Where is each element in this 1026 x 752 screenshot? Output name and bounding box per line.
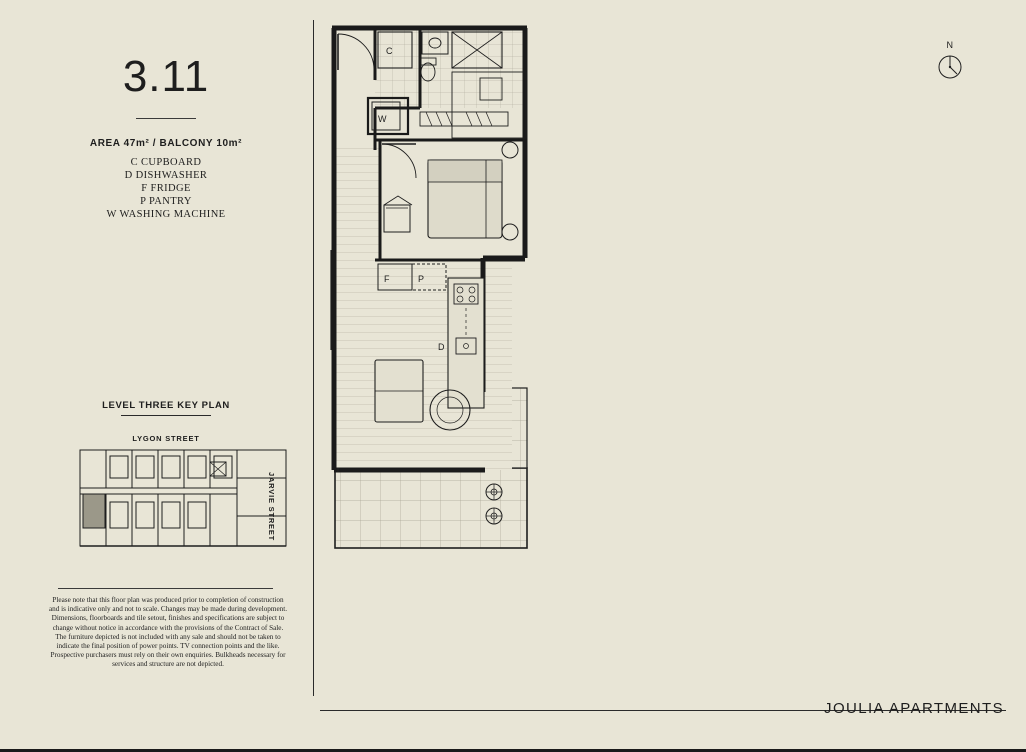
brand-name: JOULIA APARTMENTS bbox=[824, 700, 1004, 717]
title-divider bbox=[136, 118, 196, 119]
disclaimer-text: Please note that this floor plan was produced prior to completion of construction and is indicative only and not to scale. Changes may be made during development. Dimensions, floorboards and tile setout, finishes and specifications are subject to change without notice in accordance with the provisions of the Contract of Sale. The furniture depicted is not included with any sale and should not be taken to indicate the final position of power points. TV connection points and the like. Prospective purchasers must rely on their own enquiries. Bulkheads necessary for services and structure are not depicted. bbox=[48, 596, 288, 669]
dishwasher-label: D bbox=[438, 342, 445, 352]
list-item: C CUPBOARD bbox=[130, 157, 202, 168]
planter-icon bbox=[486, 508, 502, 524]
disclaimer-divider bbox=[58, 588, 273, 589]
legend-list bbox=[18, 156, 314, 221]
left-info-panel bbox=[18, 20, 314, 696]
washing-machine-label: W bbox=[378, 114, 387, 124]
keyplan-highlighted-unit bbox=[83, 494, 105, 528]
entry-door bbox=[338, 34, 374, 70]
area-summary: AREA 47m² / BALCONY 10m² bbox=[89, 138, 243, 149]
cupboard-label: C bbox=[386, 46, 393, 56]
planter-icon bbox=[486, 484, 502, 500]
list-item: F FRIDGE bbox=[141, 183, 191, 194]
fridge-label: F bbox=[384, 274, 390, 284]
page-title: 3.11 bbox=[122, 52, 210, 101]
level-three-key-plan bbox=[62, 426, 302, 574]
keyplan-title: LEVEL THREE KEY PLAN bbox=[102, 400, 230, 411]
list-item: P PANTRY bbox=[140, 196, 192, 207]
window-icon bbox=[420, 112, 508, 126]
pantry-label: P bbox=[418, 274, 425, 284]
keyplan-street-top-label: LYGON STREET bbox=[132, 434, 200, 443]
floor-plan-drawing bbox=[320, 20, 1006, 696]
list-item: W WASHING MACHINE bbox=[106, 209, 226, 220]
bathroom-area bbox=[375, 30, 527, 108]
north-label: N bbox=[946, 40, 954, 50]
keyplan-title-underline bbox=[121, 415, 211, 416]
keyplan-street-right-label: JARVIE STREET bbox=[267, 472, 276, 542]
list-item: D DISHWASHER bbox=[124, 170, 208, 181]
